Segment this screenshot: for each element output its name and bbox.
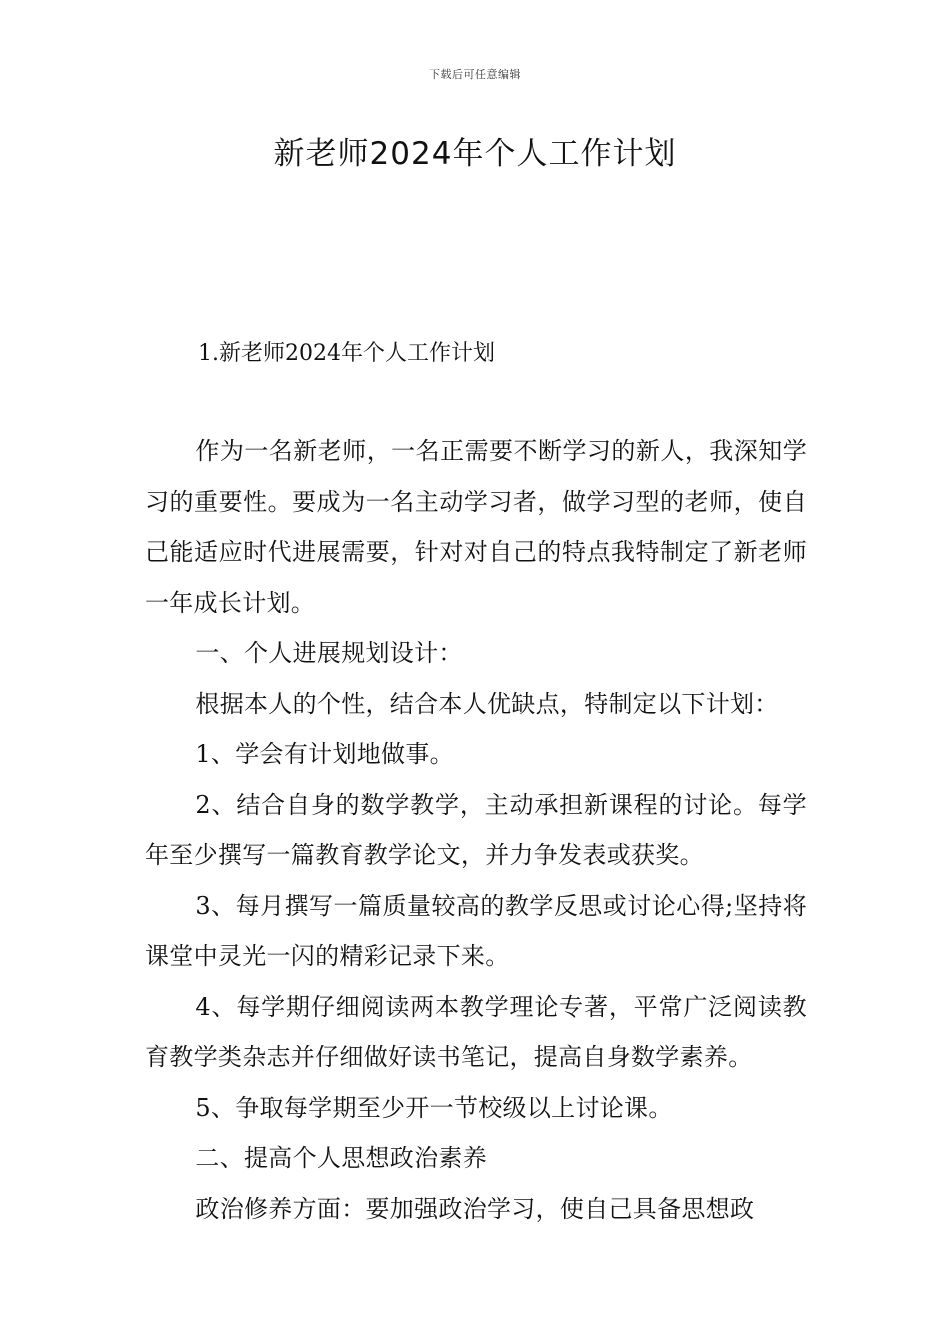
paragraph-item-2: 2、结合自身的数学教学，主动承担新课程的讨论。每学年至少撰写一篇教育教学论文，并力争发表或获奖。 bbox=[145, 790, 807, 869]
paragraph-item-3: 3、每月撰写一篇质量较高的教学反思或讨论心得;坚持将课堂中灵光一闪的精彩记录下来。 bbox=[145, 891, 807, 970]
paragraph-item-5: 5、争取每学期至少开一节校级以上讨论课。 bbox=[195, 1093, 673, 1122]
section-heading: 1.新老师2024年个人工作计划 bbox=[198, 341, 495, 366]
paragraph-item-1: 1、学会有计划地做事。 bbox=[195, 740, 454, 768]
header-note: 下载后可任意编辑 bbox=[429, 68, 521, 81]
paragraph-plan-basis: 根据本人的个性，结合本人优缺点，特制定以下计划： bbox=[195, 689, 779, 718]
paragraph-heading-plan: 一、个人进展规划设计： bbox=[195, 639, 463, 667]
paragraph-politics: 政治修养方面：要加强政治学习，使自己具备思想政 bbox=[195, 1194, 755, 1223]
document-title: 新老师2024年个人工作计划 bbox=[273, 136, 677, 172]
document-body bbox=[145, 426, 807, 1234]
paragraph-heading-politics: 二、提高个人思想政治素养 bbox=[195, 1144, 487, 1172]
paragraph-intro: 作为一名新老师，一名正需要不断学习的新人，我深知学习的重要性。要成为一名主动学习者，做学习型的老师，使自己能适应时代进展需要，针对对自己的特点我特制定了新老师一年成长计划。 bbox=[145, 437, 807, 617]
paragraph-item-4: 4、每学期仔细阅读两本教学理论专著，平常广泛阅读教育教学类杂志并仔细做好读书笔记，提高自身数学素养。 bbox=[145, 992, 807, 1071]
